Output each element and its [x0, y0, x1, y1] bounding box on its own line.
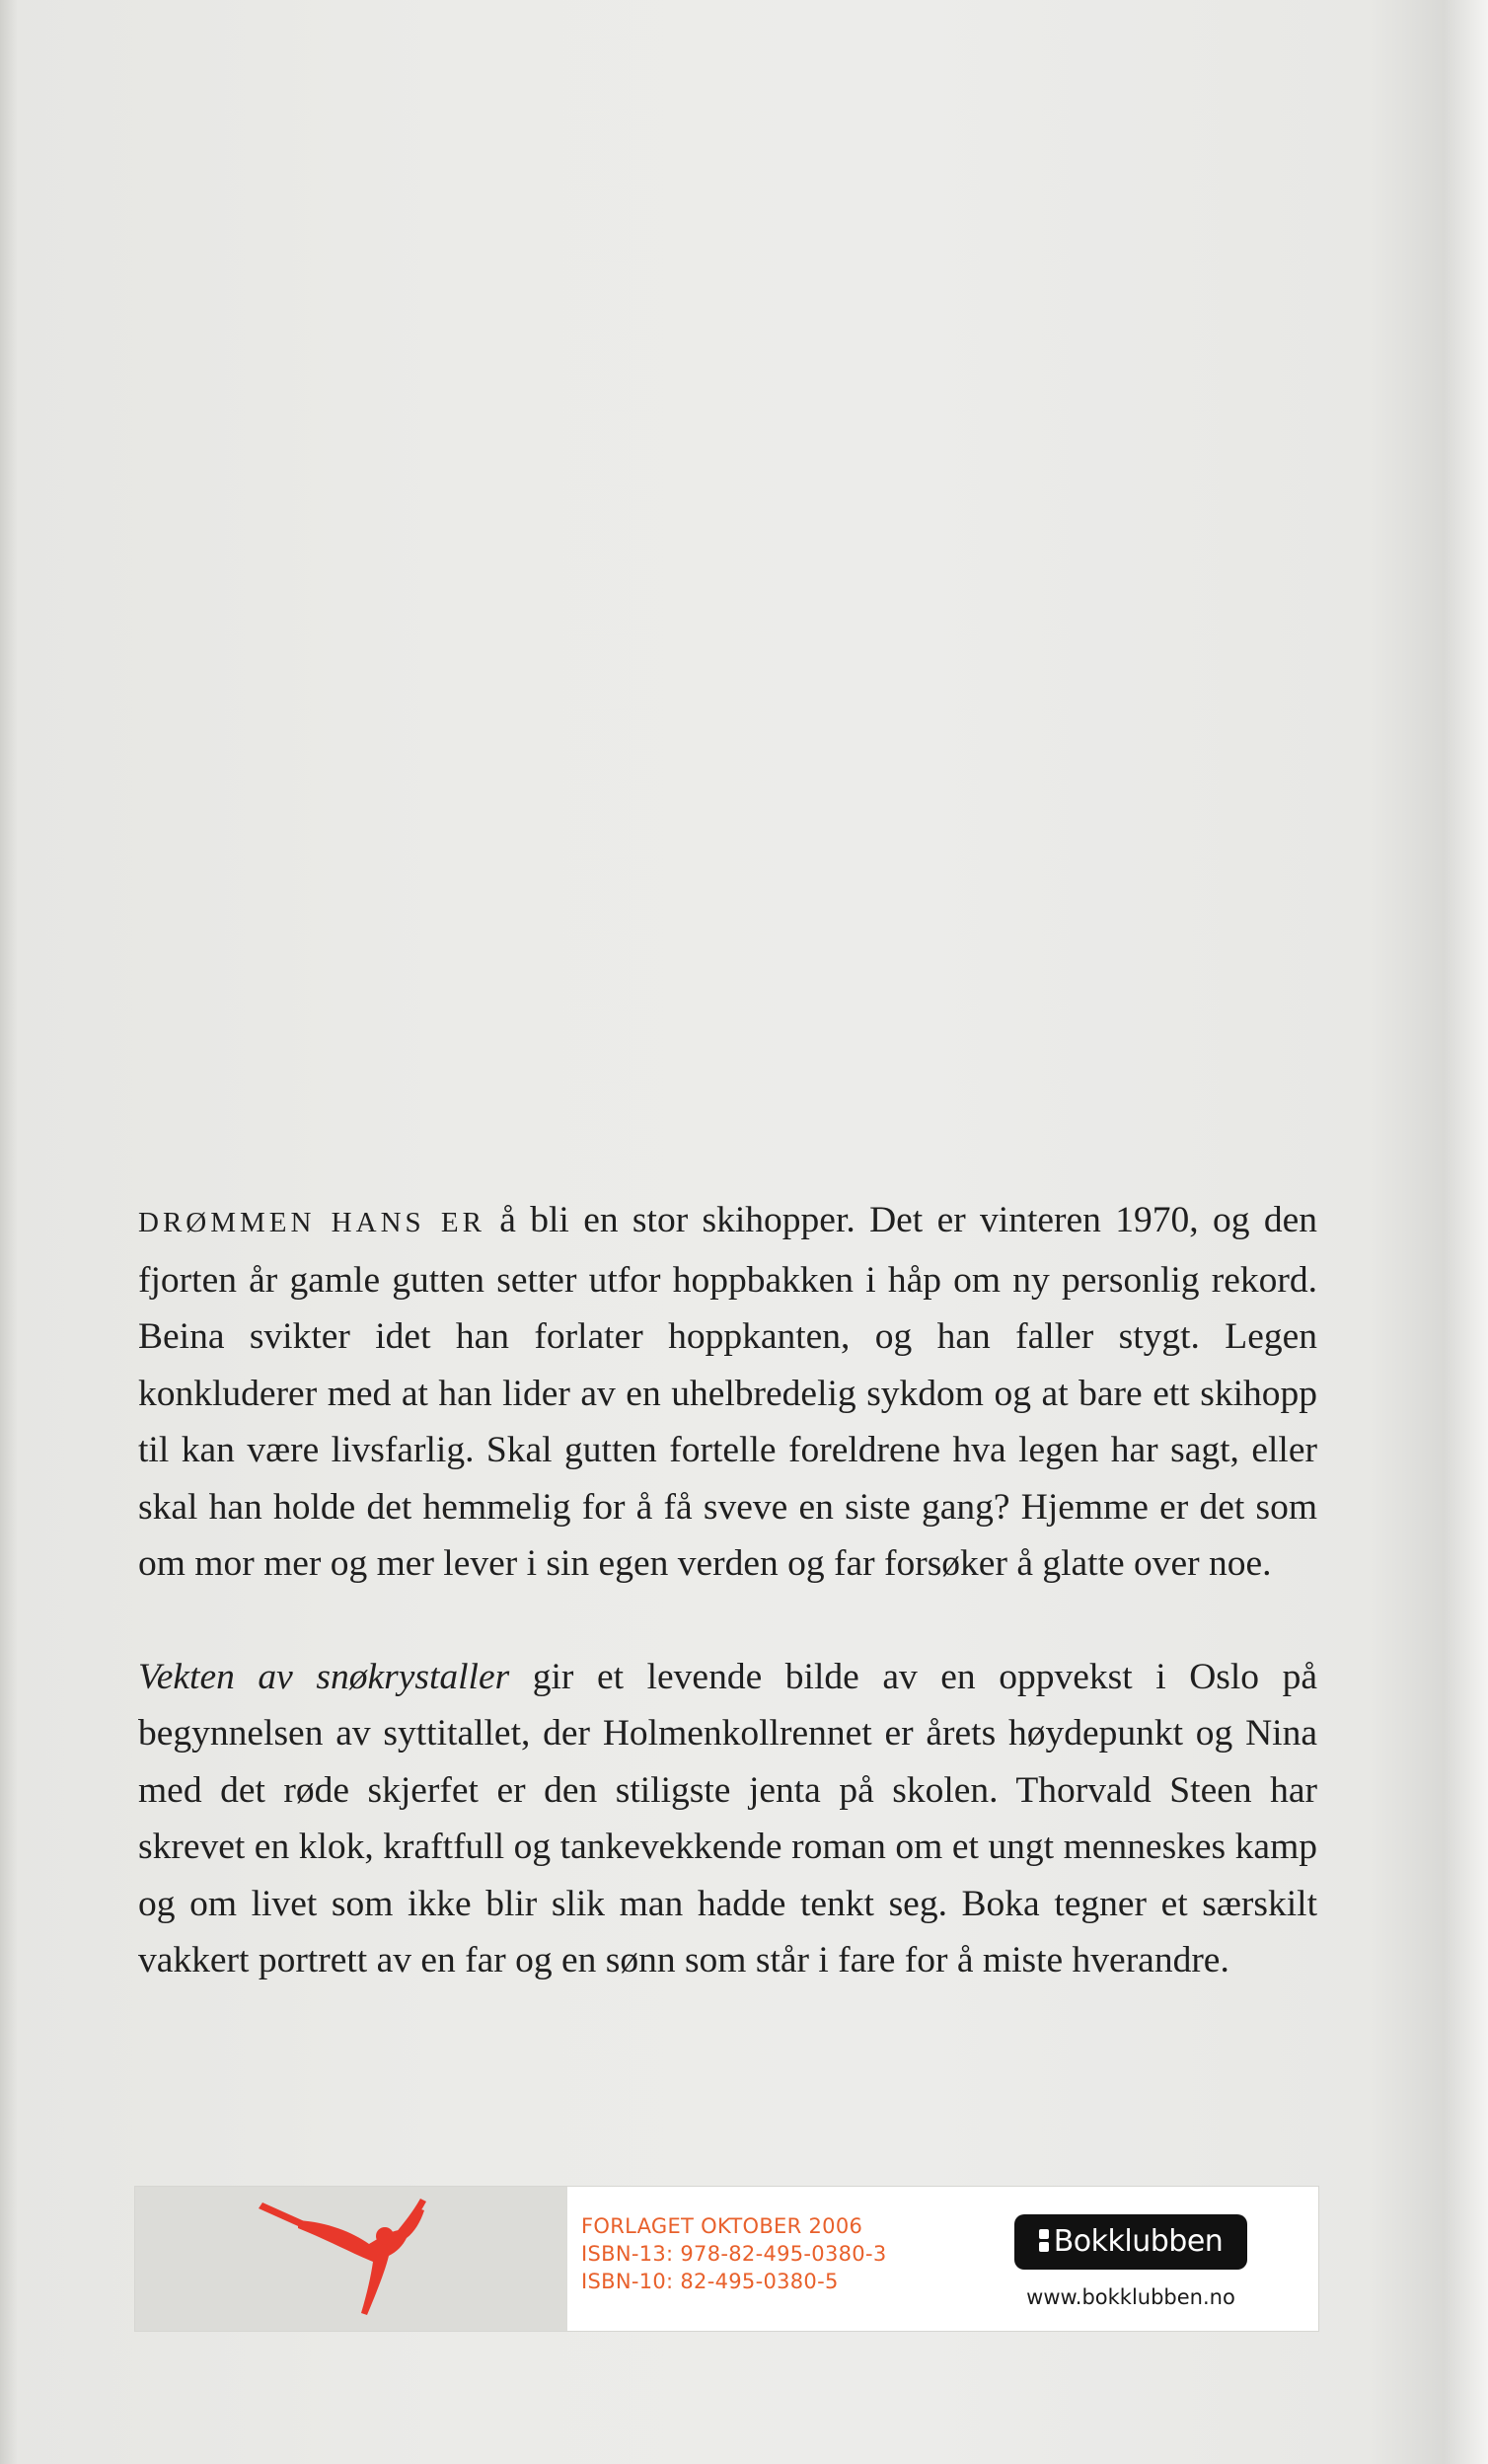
book-title-italic: Vekten av snøkrystaller	[138, 1656, 510, 1697]
bokklubben-logo	[1014, 2214, 1247, 2270]
publisher-logo-panel	[135, 2187, 567, 2331]
blurb-text	[138, 1192, 1317, 1989]
publisher-name-year: FORLAGET OKTOBER 2006	[581, 2214, 863, 2238]
isbn-13: ISBN-13: 978-82-495-0380-3	[581, 2242, 887, 2266]
blurb-paragraph-1	[138, 1192, 1317, 1593]
bokklubben-name: Bokklubben	[1053, 2224, 1224, 2259]
publisher-details	[581, 2212, 887, 2295]
blurb-lead-in: DRØMMEN HANS ER	[138, 1207, 485, 1238]
bokklubben-url: www.bokklubben.no	[1026, 2285, 1235, 2309]
isbn-10: ISBN-10: 82-495-0380-5	[581, 2270, 839, 2293]
blurb-paragraph-2	[138, 1649, 1317, 1989]
bokklubben-mark-icon	[1039, 2229, 1051, 2253]
cover-edge-shadow	[0, 0, 18, 2464]
ski-jumper-icon	[259, 2193, 456, 2325]
blurb-paragraph-2-body: gir et levende bilde av en oppvekst i Oslo på begynnelsen av syttitallet, der Holmenkollrennet er årets høydepunkt og Nina med det røde skjerfet er den stiligste jenta på skolen. Thorvald Steen har skrevet en klok, kraftfull og tankevekkende roman om et ungt menneskes kamp og om livet som ikke blir slik man hadde tenkt seg. Boka tegner et særskilt vakkert portrett av en far og en sønn som står i fare for å miste hverandre.	[138, 1656, 1318, 1980]
blurb-paragraph-1-body: å bli en stor skihopper. Det er vinteren 1970, og den fjorten år gamle gutten setter utfor hoppbakken i håp om ny personlig rekord. Beina svikter idet han forlater hoppkanten, og han faller stygt. Legen konkluderer med at han lider av en uhelbredelig sykdom og at bare ett skihopp til kan være livsfarlig. Skal gutten fortelle foreldrene hva legen har sagt, eller skal han holde det hemmelig for å få sveve en siste gang? Hjemme er det som om mor mer og mer lever i sin egen verden og far forsøker å glatte over noe.	[138, 1200, 1317, 1584]
publisher-info-bar	[134, 2186, 1319, 2332]
